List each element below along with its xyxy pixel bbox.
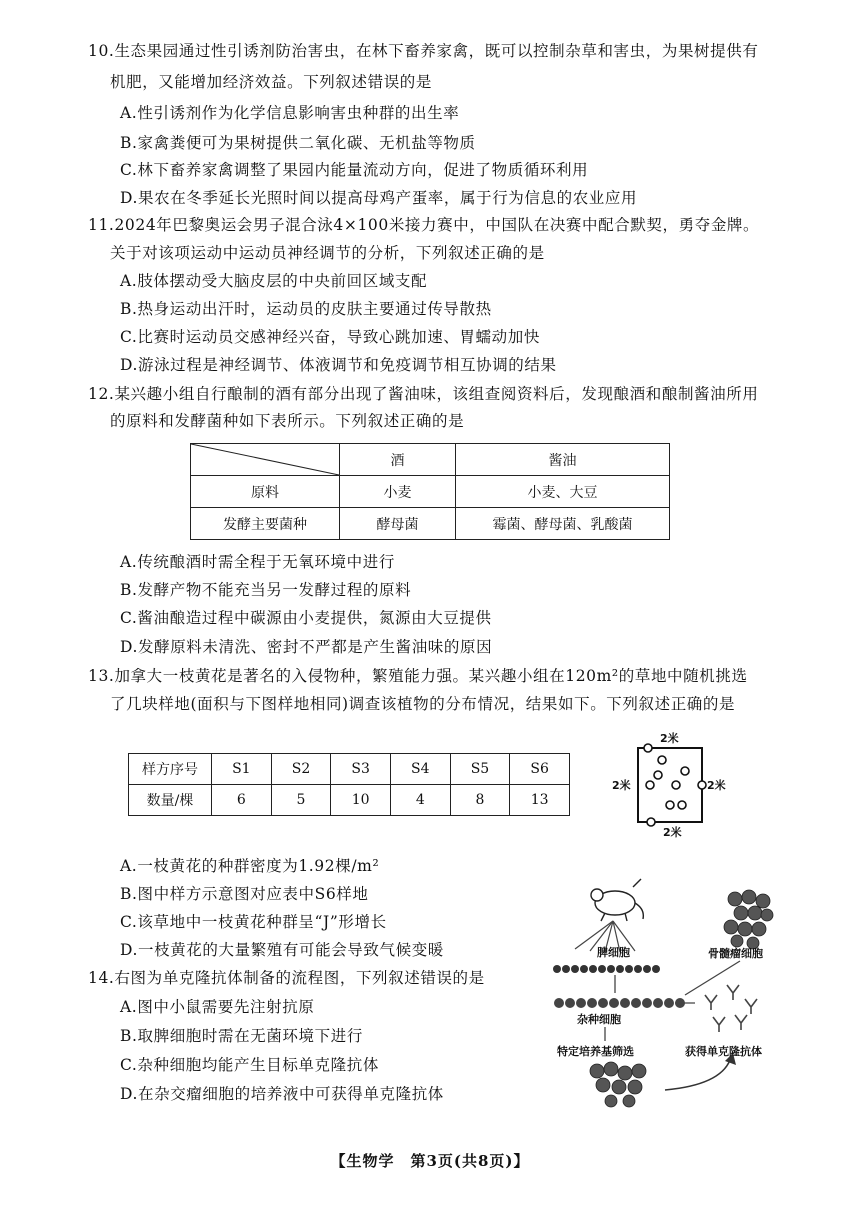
q11-option-c: C.比赛时运动员交感神经兴奋，导致心跳加速、胃蠕动加快 — [120, 328, 540, 346]
monoclonal-antibody-diagram — [545, 875, 790, 1115]
q12-option-c: C.酱油酿造过程中碳源由小麦提供，氮源由大豆提供 — [120, 609, 492, 627]
q12-table-cell: 小麦、大豆 — [456, 476, 670, 508]
antibody-icons — [705, 985, 757, 1032]
q12-table-header-soy: 酱油 — [456, 444, 670, 476]
q12-table-cell: 霉菌、酵母菌、乳酸菌 — [456, 508, 670, 540]
q13-table-cell: 4 — [390, 785, 450, 816]
q10-option-c: C.林下畜养家禽调整了果园内能量流动方向，促进了物质循环利用 — [120, 161, 589, 179]
q13-stem-line2: 了几块样地(面积与下图样地相同)调查该植物的分布情况，结果如下。下列叙述正确的是 — [110, 695, 736, 713]
quadrat-label-top: 2米 — [660, 732, 679, 745]
q14-stem-line1: 14.右图为单克隆抗体制备的流程图，下列叙述错误的是 — [88, 969, 485, 987]
selected-cells — [590, 1062, 646, 1107]
q11-option-b: B.热身运动出汗时，运动员的皮肤主要通过传导散热 — [120, 300, 492, 318]
q13-table-cell: 10 — [331, 785, 391, 816]
q10-option-a: A.性引诱剂作为化学信息影响害虫种群的出生率 — [120, 104, 460, 122]
q11-stem-line1: 11.2024年巴黎奥运会男子混合泳4×100米接力赛中，中国队在决赛中配合默契，勇夺金牌。 — [88, 216, 760, 234]
q12-table-header-wine: 酒 — [340, 444, 456, 476]
q13-table-cell: 13 — [510, 785, 570, 816]
q10-option-b: B.家禽粪便可为果树提供二氧化碳、无机盐等物质 — [120, 134, 476, 152]
q13-table-cell: 6 — [212, 785, 272, 816]
q13-option-d: D.一枝黄花的大量繁殖有可能会导致气候变暖 — [120, 941, 444, 959]
q13-stem-line1: 13.加拿大一枝黄花是著名的入侵物种，繁殖能力强。某兴趣小组在120m²的草地中随机挑选 — [88, 667, 748, 685]
diagonal-line — [191, 444, 339, 475]
label-spleen-cells: 脾细胞 — [597, 946, 630, 959]
plant-circles — [644, 744, 706, 826]
q13-option-c: C.该草地中一枝黄花种群呈“J”形增长 — [120, 913, 387, 931]
q12-table — [190, 443, 670, 540]
q12-table-cell: 小麦 — [340, 476, 456, 508]
quadrat-label-right: 2米 — [707, 779, 726, 792]
myeloma-cells — [724, 890, 773, 949]
q13-table-cell: S1 — [212, 754, 272, 785]
q10-option-d: D.果农在冬季延长光照时间以提高母鸡产蛋率，属于行为信息的农业应用 — [120, 189, 638, 207]
q12-table-diagonal-header — [191, 444, 340, 476]
page-footer: 【生物学 第3页(共8页)】 — [330, 1152, 530, 1170]
q12-stem-line2: 的原料和发酵菌种如下表所示。下列叙述正确的是 — [110, 412, 465, 430]
q12-stem-line1: 12.某兴趣小组自行酿制的酒有部分出现了酱油味，该组查阅资料后，发现酿酒和酿制酱油所用 — [88, 385, 759, 403]
q10-stem-line2: 机肥，又能增加经济效益。下列叙述错误的是 — [110, 73, 433, 91]
q13-table-cell: S6 — [510, 754, 570, 785]
q11-stem-line2: 关于对该项运动中运动员神经调节的分析，下列叙述正确的是 — [110, 244, 545, 262]
quadrat-diagram — [610, 728, 726, 843]
q10-stem-line1: 10.生态果园通过性引诱剂防治害虫，在林下畜养家禽，既可以控制杂草和害虫，为果树提供有 — [88, 42, 759, 60]
label-hybrid-cells: 杂种细胞 — [577, 1013, 621, 1026]
q12-option-b: B.发酵产物不能充当另一发酵过程的原料 — [120, 581, 412, 599]
label-selection: 特定培养基筛选 — [557, 1045, 634, 1058]
q12-table-cell: 酵母菌 — [340, 508, 456, 540]
q13-table-cell: S2 — [271, 754, 331, 785]
q14-option-a: A.图中小鼠需要先注射抗原 — [120, 998, 315, 1016]
q13-table-cell: 数量/棵 — [129, 785, 212, 816]
curved-arrow — [665, 1060, 730, 1090]
quadrat-label-left: 2米 — [612, 779, 631, 792]
q14-option-d: D.在杂交瘤细胞的培养液中可获得单克隆抗体 — [120, 1085, 444, 1103]
q13-table-cell: S5 — [450, 754, 510, 785]
label-antibody: 获得单克隆抗体 — [685, 1045, 762, 1058]
q11-option-d: D.游泳过程是神经调节、体液调节和免疫调节相互协调的结果 — [120, 356, 557, 374]
q13-option-a: A.一枝黄花的种群密度为1.92棵/m² — [120, 857, 380, 875]
q13-table-cell: 样方序号 — [129, 754, 212, 785]
q12-table-cell: 原料 — [191, 476, 340, 508]
q13-table-cell: S4 — [390, 754, 450, 785]
q14-option-c: C.杂种细胞均能产生目标单克隆抗体 — [120, 1056, 379, 1074]
hybrid-cells — [554, 998, 685, 1008]
quadrat-label-bottom: 2米 — [663, 826, 682, 839]
q13-table-cell: S3 — [331, 754, 391, 785]
q11-option-a: A.肢体摆动受大脑皮层的中央前回区域支配 — [120, 272, 428, 290]
q12-table-cell: 发酵主要菌种 — [191, 508, 340, 540]
q13-table-cell: 5 — [271, 785, 331, 816]
label-myeloma-cells: 骨髓瘤细胞 — [708, 947, 763, 960]
q12-option-a: A.传统酿酒时需全程于无氧环境中进行 — [120, 553, 395, 571]
q13-table — [128, 753, 570, 816]
q14-option-b: B.取脾细胞时需在无菌环境下进行 — [120, 1027, 363, 1045]
q12-option-d: D.发酵原料未清洗、密封不严都是产生酱油味的原因 — [120, 638, 493, 656]
mouse-icon — [591, 879, 643, 921]
fusion-arrows — [615, 961, 740, 995]
q13-table-cell: 8 — [450, 785, 510, 816]
spleen-cells — [553, 965, 660, 973]
q13-option-b: B.图中样方示意图对应表中S6样地 — [120, 885, 369, 903]
